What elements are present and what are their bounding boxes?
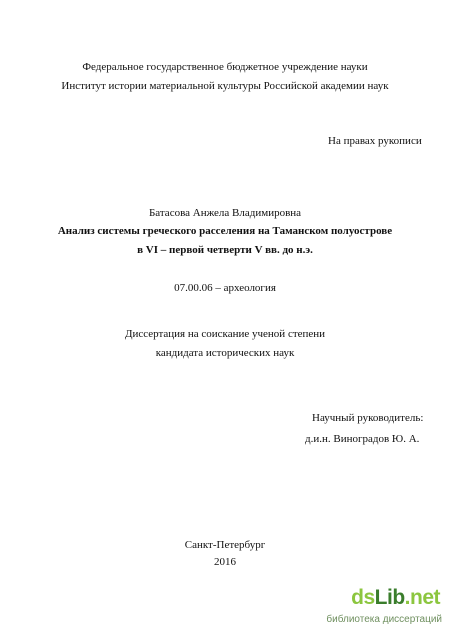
institution-line-2: Институт истории материальной культуры Российской академии наук [61,80,389,92]
year: 2016 [214,556,236,568]
thesis-title-line-2: в VI – первой четверти V вв. до н.э. [137,244,313,256]
city: Санкт-Петербург [184,539,266,551]
degree-line-2: кандидата исторических наук [155,347,295,359]
rights-note: На правах рукописи [328,135,422,147]
institution-line-1: Федеральное государственное бюджетное учреждение науки [82,61,368,73]
thesis-title-line-1: Анализ системы греческого расселения на Таманском полуострове [57,225,393,237]
degree-line-1: Диссертация на соискание ученой степени [124,328,326,340]
watermark-tagline: библиотека диссертаций [326,614,442,625]
specialty-code: 07.00.06 – археология [174,282,276,294]
supervisor-label: Научный руководитель: [312,412,424,424]
dslib-watermark [326,586,448,634]
logo-net: .net [404,586,440,609]
logo-ds: ds [351,586,375,609]
dslib-logo [351,586,440,610]
logo-lib: Lib [374,586,405,609]
supervisor-name: д.и.н. Виноградов Ю. А. [305,433,420,445]
author-name: Батасова Анжела Владимировна [148,207,302,219]
